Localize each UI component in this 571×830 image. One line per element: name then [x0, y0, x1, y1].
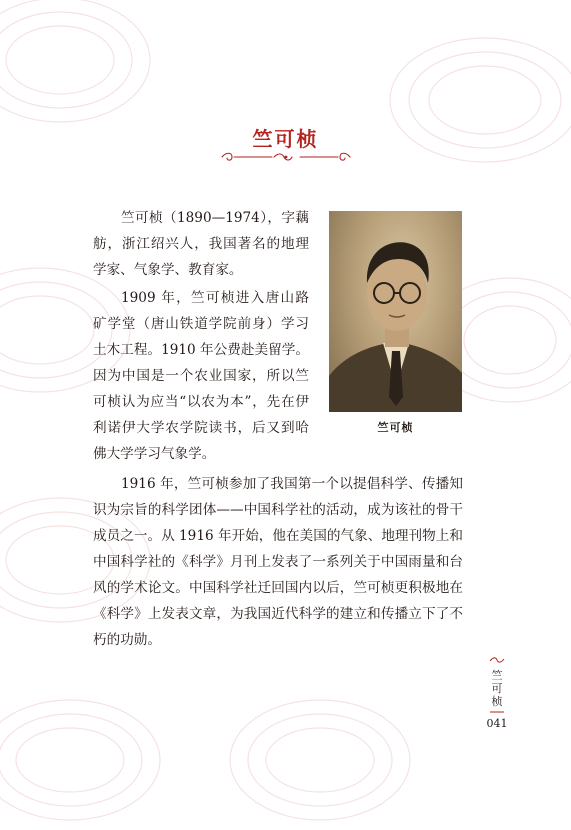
science-society-paragraph: 1916 年，竺可桢参加了我国第一个以提倡科学、传播知识为宗旨的科学团体——中国科学社的活动，成为该社的骨干成员之一。从 1916 年开始，他在美国的气象、地理刊物上和中国科学社的《科学》月刊上发表了一系列关于中国雨量和台风的学术论文。中国科学社迁回国内以后，竺可桢更积极地在《科学》上发表文章，为我国近代科学的建立和传播立下了不朽的功勋。: [93, 476, 463, 648]
running-head: 竺可桢: [491, 669, 503, 708]
title-ornament: [218, 150, 354, 164]
education-paragraph: 1909 年，竺可桢进入唐山路矿学堂（唐山铁道学院前身）学习土木工程。1910 年公费赴美留学。因为中国是一个农业国家，所以竺可桢认为应当“以农为本”，先在伊利诺伊大学农学院读书，后又到哈佛大学学习气象学。: [93, 290, 309, 462]
side-ornament-bottom: [487, 708, 507, 716]
portrait-figure: [329, 211, 462, 412]
page-title: 竺可桢: [252, 127, 319, 151]
side-ornament: [487, 655, 507, 665]
watermark-stamp: [220, 690, 420, 830]
watermark-stamp: [380, 20, 571, 180]
portrait-photo: [329, 211, 462, 412]
watermark-stamp: [0, 690, 170, 830]
portrait-caption: 竺可桢: [377, 421, 414, 434]
watermark-stamp: [0, 0, 160, 140]
page-number: 041: [486, 717, 508, 730]
intro-paragraph: 竺可桢（1890—1974），字藕舫，浙江绍兴人，我国著名的地理学家、气象学、教育家。: [93, 210, 309, 278]
